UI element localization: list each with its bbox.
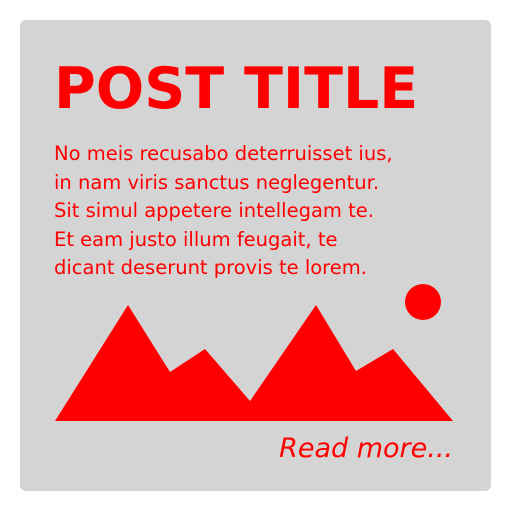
excerpt-line: Sit simul appetere intellegam te. [54, 199, 374, 222]
post-title: POST TITLE [54, 56, 419, 122]
sun-icon [405, 284, 441, 320]
post-excerpt [54, 140, 474, 283]
read-more-link[interactable]: Read more... [279, 433, 453, 464]
post-card [20, 20, 491, 491]
mountain-icon [55, 305, 453, 421]
excerpt-line: Et eam justo illum feugait, te [54, 227, 338, 251]
excerpt-line: in nam viris sanctus neglegentur. [54, 170, 380, 194]
excerpt-line: No meis recusabo deterruisset ius, [54, 142, 393, 165]
excerpt-line: dicant deserunt provis te lorem. [54, 256, 367, 279]
